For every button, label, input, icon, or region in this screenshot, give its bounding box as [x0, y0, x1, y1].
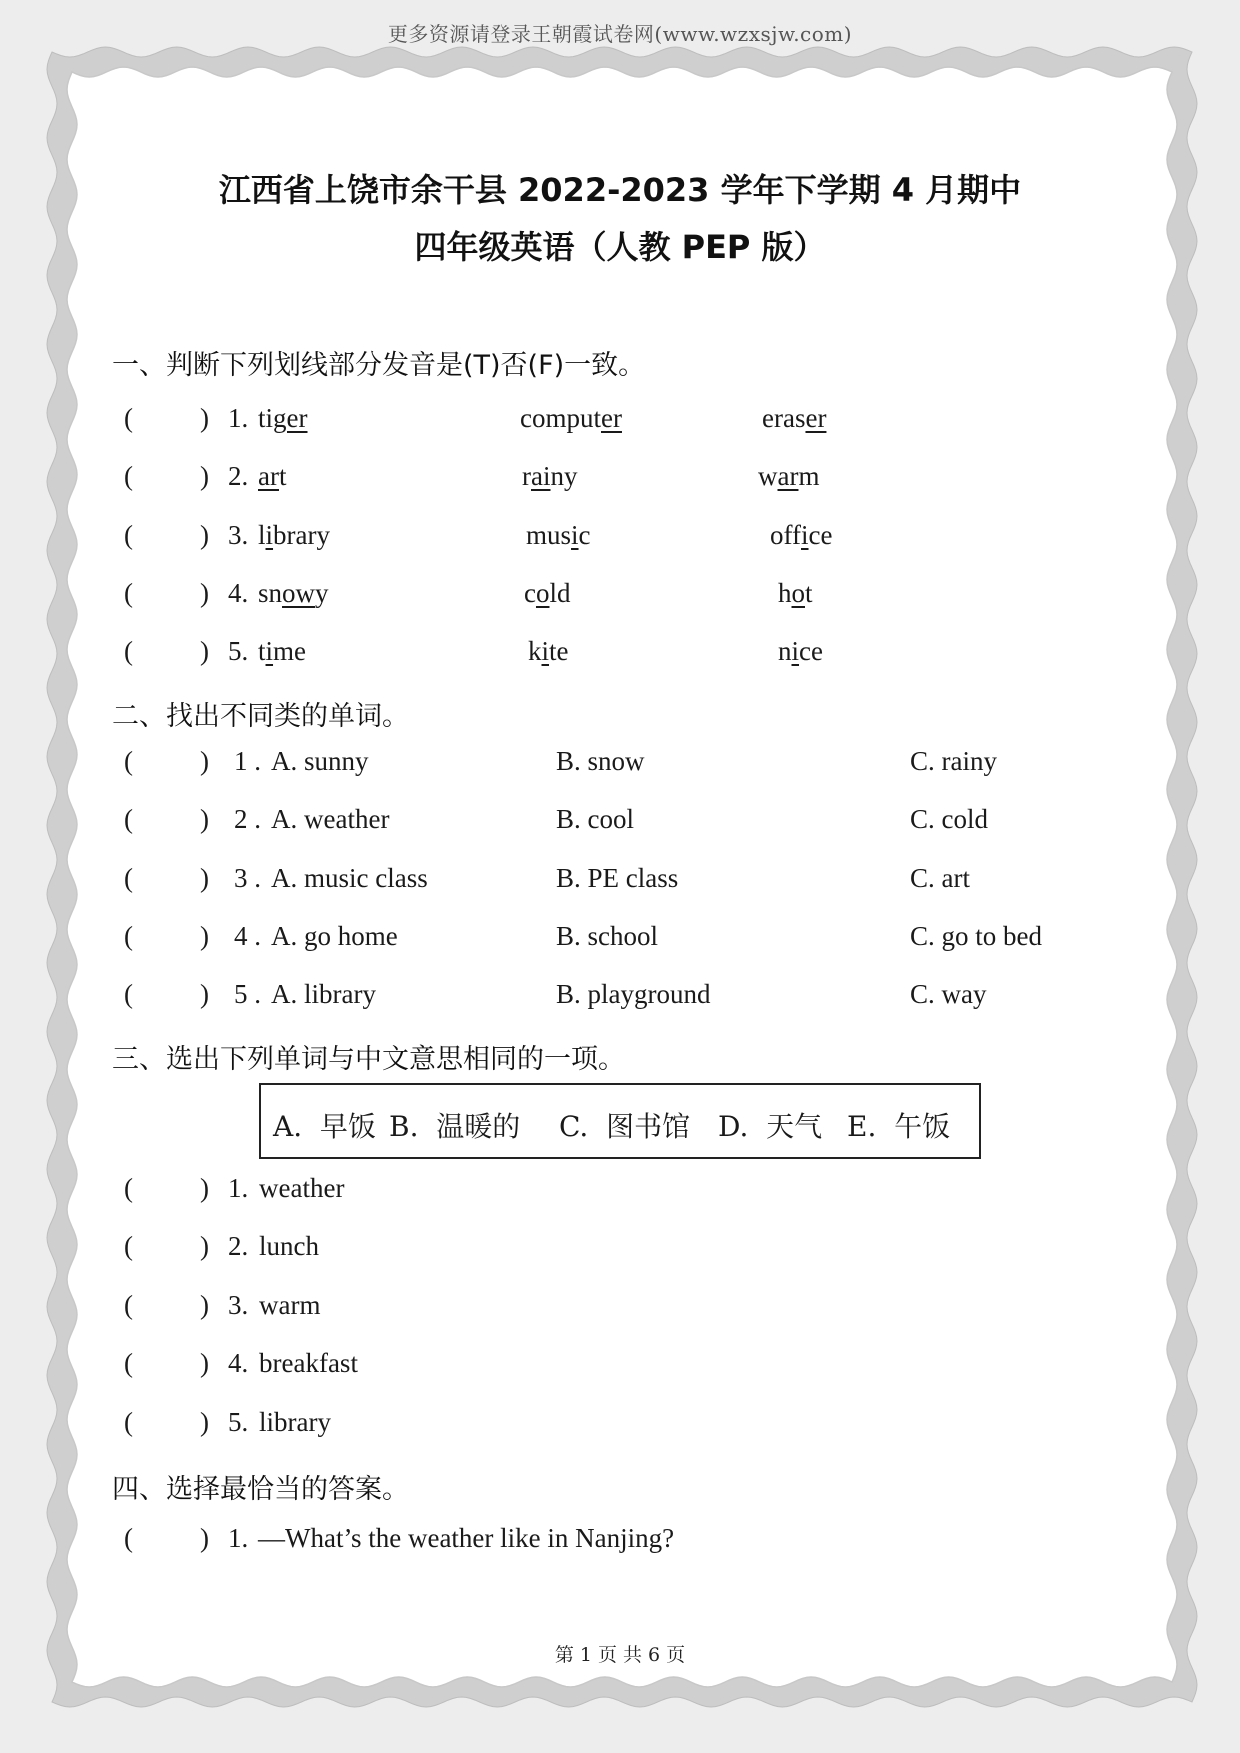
word-part: eras	[762, 403, 806, 433]
word-part: te	[549, 636, 569, 667]
answer-paren-open: (	[124, 519, 133, 550]
phonics-word	[770, 520, 832, 551]
underlined-letters: ar	[258, 461, 279, 492]
vocabulary-word: weather	[259, 1173, 345, 1203]
answer-paren-open: (	[124, 1289, 133, 1320]
answer-paren-open: (	[124, 577, 133, 608]
word-bank-option: B. 温暖的	[389, 1110, 521, 1143]
question-number: 2.	[228, 1231, 249, 1262]
underlined-letters: i	[801, 519, 809, 550]
phonics-word	[258, 578, 329, 609]
question-number: 1.	[228, 403, 249, 433]
question-row	[0, 1348, 1240, 1388]
vocabulary-word: warm	[259, 1289, 321, 1320]
question-row	[0, 804, 1240, 844]
answer-paren-close: )	[200, 979, 209, 1010]
underlined-letters: i	[571, 519, 579, 550]
answer-paren-open: (	[124, 746, 133, 776]
option-c: C. way	[910, 979, 987, 1010]
phonics-word	[522, 461, 578, 492]
underlined-letters: i	[791, 636, 800, 667]
answer-paren-close: )	[200, 1406, 209, 1437]
vocabulary-word: library	[259, 1406, 331, 1437]
word-part: me	[273, 636, 307, 667]
phonics-word	[258, 403, 308, 434]
word-part: ny	[550, 461, 578, 492]
exam-title-line2: 四年级英语（人教 PEP 版）	[414, 228, 826, 266]
watermark-header: 更多资源请登录王朝霞试卷网(www.wzxsjw.com)	[387, 22, 853, 46]
page-footer: 第 1 页 共 6 页	[554, 1644, 686, 1666]
phonics-word	[528, 636, 569, 667]
question-row	[0, 1231, 1240, 1271]
underlined-letters: ow	[282, 577, 316, 608]
answer-paren-close: )	[200, 577, 209, 608]
word-part: l	[258, 519, 266, 550]
section4-heading: 四、选择最恰当的答案。	[112, 1474, 409, 1505]
word-bank-option: E. 午饭	[847, 1110, 951, 1143]
answer-paren-open: (	[124, 636, 133, 667]
question-row	[0, 1523, 1240, 1563]
question-number: 3 .	[234, 862, 261, 893]
phonics-word	[778, 636, 823, 667]
phonics-word	[258, 520, 330, 551]
answer-paren-open: (	[124, 1348, 133, 1379]
question-number: 3.	[228, 1289, 249, 1320]
question-text: —What’s the weather like in Nanjing?	[258, 1523, 675, 1553]
underlined-letters: i	[265, 636, 274, 667]
question-number: 4 .	[234, 920, 261, 951]
word-part: c	[578, 519, 591, 550]
option-a: A. library	[271, 979, 376, 1010]
answer-paren-open: (	[124, 920, 133, 951]
option-c: C. cold	[910, 804, 988, 835]
word-part: y	[315, 577, 329, 608]
underlined-letters: i	[541, 636, 550, 667]
word-part: t	[258, 636, 266, 667]
section2-heading: 二、找出不同类的单词。	[112, 701, 409, 732]
word-part: comput	[520, 403, 601, 433]
question-row	[0, 461, 1240, 501]
word-part: m	[798, 461, 820, 492]
question-row	[0, 863, 1240, 903]
word-part: c	[524, 577, 536, 608]
question-number: 1.	[228, 1523, 249, 1553]
word-part: r	[522, 461, 531, 492]
word-bank-option: A. 早饭	[273, 1110, 376, 1143]
word-part: h	[778, 577, 792, 608]
question-number: 5 .	[234, 979, 261, 1010]
question-number: 4.	[228, 577, 249, 608]
option-a: A. music class	[271, 862, 428, 893]
answer-paren-open: (	[124, 1231, 133, 1262]
question-row	[0, 746, 1240, 786]
option-a: A. sunny	[271, 746, 369, 776]
answer-paren-open: (	[124, 804, 133, 835]
question-number: 1.	[228, 1173, 249, 1203]
option-c: C. go to bed	[910, 920, 1042, 951]
word-part: t	[278, 461, 287, 492]
word-part: ti	[258, 403, 274, 433]
question-number: 1 .	[234, 746, 261, 776]
underlined-letters: er	[601, 403, 622, 433]
exam-title-line1: 江西省上饶市余干县 2022-2023 学年下学期 4 月期中	[218, 171, 1022, 209]
underlined-letters: ai	[531, 461, 551, 492]
question-row	[0, 403, 1240, 443]
word-bank-box	[259, 1083, 981, 1159]
phonics-word	[520, 403, 622, 434]
word-part: ce	[808, 519, 833, 550]
word-part: mus	[526, 519, 572, 550]
answer-paren-open: (	[124, 979, 133, 1010]
option-b: B. cool	[556, 804, 634, 835]
phonics-word	[258, 636, 306, 667]
option-b: B. PE class	[556, 862, 679, 893]
underlined-letters: er	[805, 403, 827, 433]
question-number: 5.	[228, 1406, 249, 1437]
option-b: B. snow	[556, 746, 645, 776]
answer-paren-close: )	[200, 746, 209, 776]
word-bank-option: C. 图书馆	[559, 1110, 691, 1143]
answer-paren-close: )	[200, 862, 209, 893]
question-row	[0, 1290, 1240, 1330]
answer-paren-close: )	[200, 1231, 209, 1262]
underlined-letters: ar	[777, 461, 799, 492]
word-part: ld	[549, 577, 571, 608]
vocabulary-word: breakfast	[259, 1348, 358, 1379]
word-part: off	[770, 519, 801, 550]
word-part: k	[528, 636, 542, 667]
answer-paren-open: (	[124, 403, 133, 433]
option-a: A. weather	[271, 804, 390, 835]
underlined-letters: o	[791, 577, 805, 608]
option-c: C. art	[910, 862, 970, 893]
answer-paren-open: (	[124, 862, 133, 893]
answer-paren-close: )	[200, 1523, 209, 1553]
underlined-letters: i	[265, 519, 274, 550]
phonics-word	[524, 578, 571, 609]
underlined-letters: o	[535, 577, 550, 608]
word-part: sn	[258, 577, 283, 608]
answer-paren-open: (	[124, 1406, 133, 1437]
vocabulary-word: lunch	[259, 1231, 319, 1262]
answer-paren-close: )	[200, 1173, 209, 1203]
phonics-word	[526, 520, 591, 551]
answer-paren-close: )	[200, 920, 209, 951]
option-a: A. go home	[271, 920, 398, 951]
answer-paren-open: (	[124, 1173, 133, 1203]
question-row	[0, 979, 1240, 1019]
question-row	[0, 1407, 1240, 1447]
underlined-letters: ger	[273, 403, 308, 433]
answer-paren-close: )	[200, 636, 209, 667]
question-row	[0, 636, 1240, 676]
answer-paren-close: )	[200, 804, 209, 835]
question-row	[0, 578, 1240, 618]
question-number: 3.	[228, 519, 249, 550]
answer-paren-close: )	[200, 403, 209, 433]
question-number: 2.	[228, 461, 249, 492]
word-part: ce	[799, 636, 823, 667]
answer-paren-close: )	[200, 461, 209, 492]
answer-paren-close: )	[200, 1348, 209, 1379]
option-c: C. rainy	[910, 746, 997, 776]
question-number: 2 .	[234, 804, 261, 835]
question-number: 5.	[228, 636, 249, 667]
option-b: B. playground	[556, 979, 711, 1010]
phonics-word	[758, 461, 820, 492]
section3-heading: 三、选出下列单词与中文意思相同的一项。	[112, 1044, 625, 1075]
word-bank-option: D. 天气	[718, 1110, 823, 1143]
phonics-word	[762, 403, 826, 434]
word-part: t	[805, 577, 813, 608]
phonics-word	[258, 461, 287, 492]
option-b: B. school	[556, 920, 659, 951]
word-part: w	[758, 461, 778, 492]
question-row	[0, 921, 1240, 961]
answer-paren-open: (	[124, 1523, 133, 1553]
question-number: 4.	[228, 1348, 249, 1379]
section1-heading: 一、判断下列划线部分发音是(T)否(F)一致。	[112, 350, 646, 381]
phonics-word	[778, 578, 813, 609]
question-row	[0, 1173, 1240, 1213]
answer-paren-close: )	[200, 1289, 209, 1320]
answer-paren-open: (	[124, 461, 133, 492]
question-row	[0, 520, 1240, 560]
word-part: n	[778, 636, 792, 667]
answer-paren-close: )	[200, 519, 209, 550]
word-part: brary	[273, 519, 330, 550]
